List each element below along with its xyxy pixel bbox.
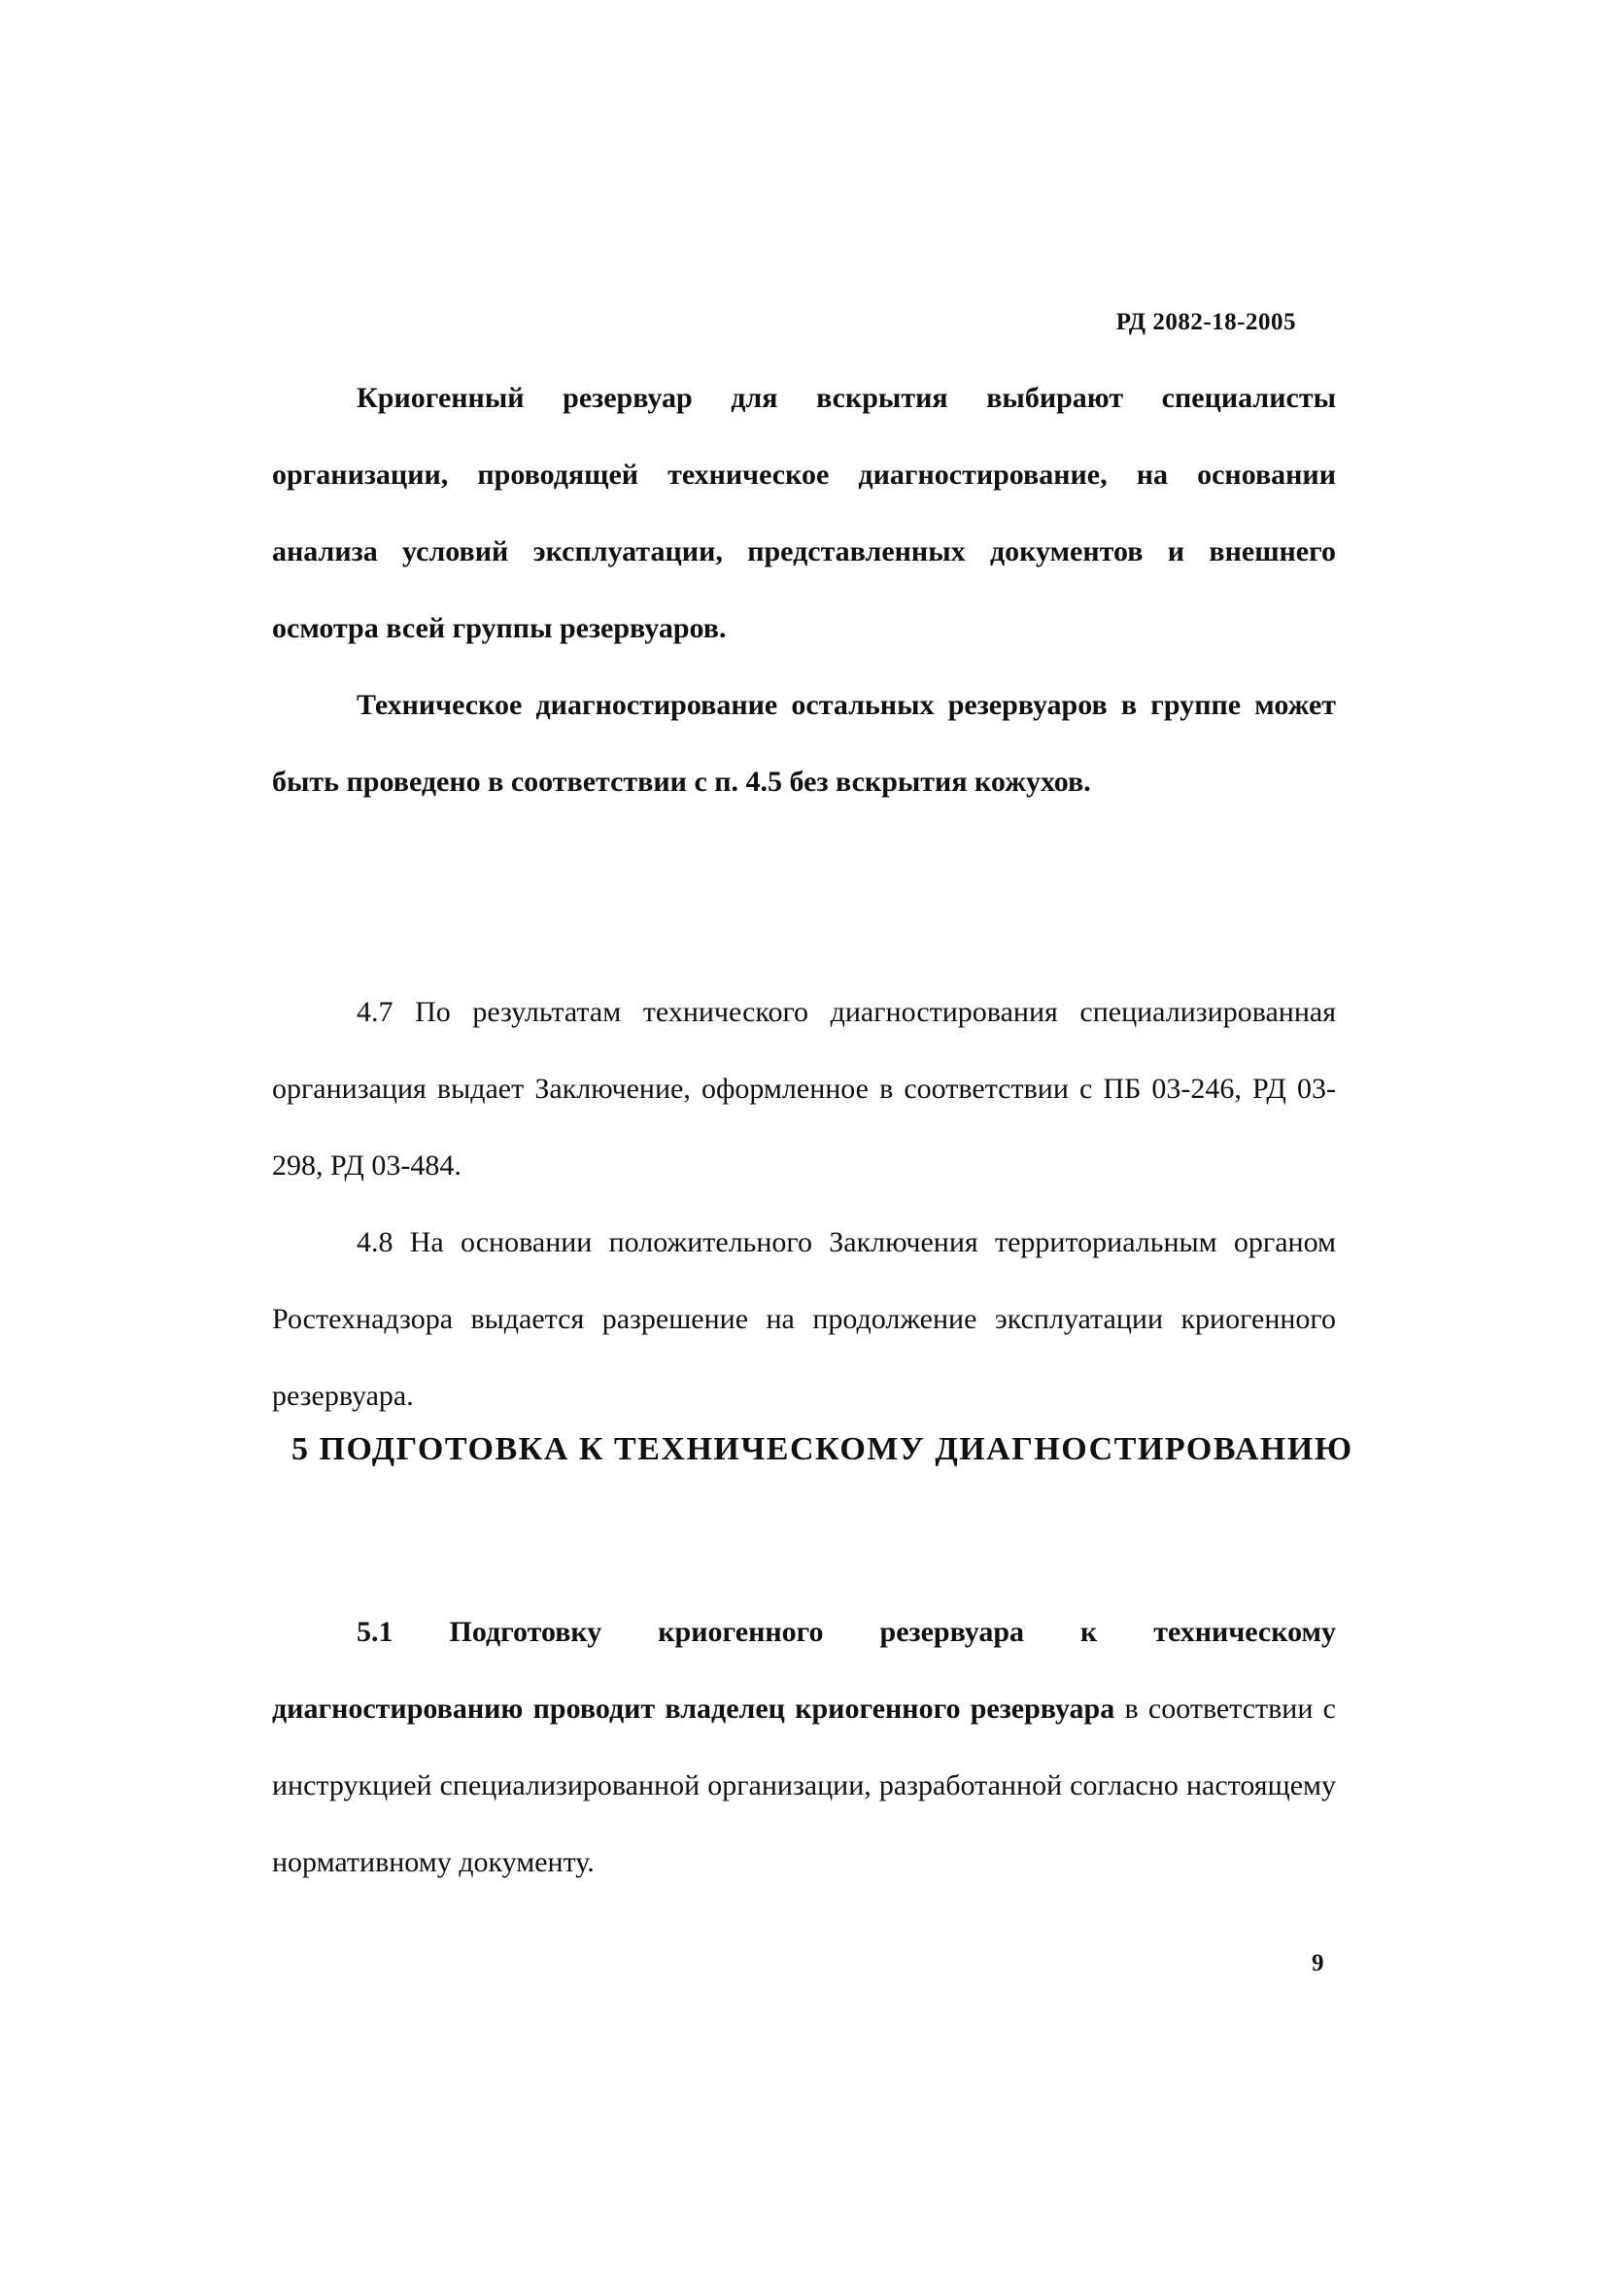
paragraph-tank-selection: Криогенный резервуар для вскрытия выбирают специалисты организации, проводящей техническое диагностирование, на основании анализа условий эксплуатации, представленных документов и внешнего осмотра всей группы резервуаров. bbox=[272, 382, 1336, 644]
paragraph-clause-4-8: 4.8 На основании положительного Заключения территориальным органом Ростехнадзора выдается разрешение на продолжение эксплуатации криогенного резервуара. bbox=[272, 1226, 1336, 1412]
text-block-intro bbox=[272, 360, 1336, 820]
clause-5-1-bold-text: 5.1 Подготовку криогенного резервуара к техническому диагностированию проводит владелец криогенного резервуара bbox=[272, 1616, 1336, 1725]
paragraph-remaining-tanks: Техническое диагностирование остальных резервуаров в группе может быть проведено в соответствии с п. 4.5 без вскрытия кожухов. bbox=[272, 689, 1336, 798]
text-block-section-5 bbox=[272, 1593, 1336, 1901]
document-code: РД 2082-18-2005 bbox=[1115, 309, 1296, 335]
text-block-clauses bbox=[272, 974, 1336, 1434]
page-number: 9 bbox=[1312, 1950, 1324, 1976]
paragraph-clause-4-7: 4.7 По результатам технического диагностирования специализированная организация выдает Заключение, оформленное в соответствии с ПБ 03-246, РД 03-298, РД 03-484. bbox=[272, 996, 1336, 1182]
paragraph-clause-5-1 bbox=[272, 1593, 1336, 1901]
section-heading: 5 ПОДГОТОВКА К ТЕХНИЧЕСКОМУ ДИАГНОСТИРОВАНИЮ bbox=[291, 1431, 1353, 1467]
clause-5-1-text: в соответствии с инструкцией специализированной организации, разработанной согласно настоящему нормативному документу. bbox=[272, 1693, 1336, 1878]
